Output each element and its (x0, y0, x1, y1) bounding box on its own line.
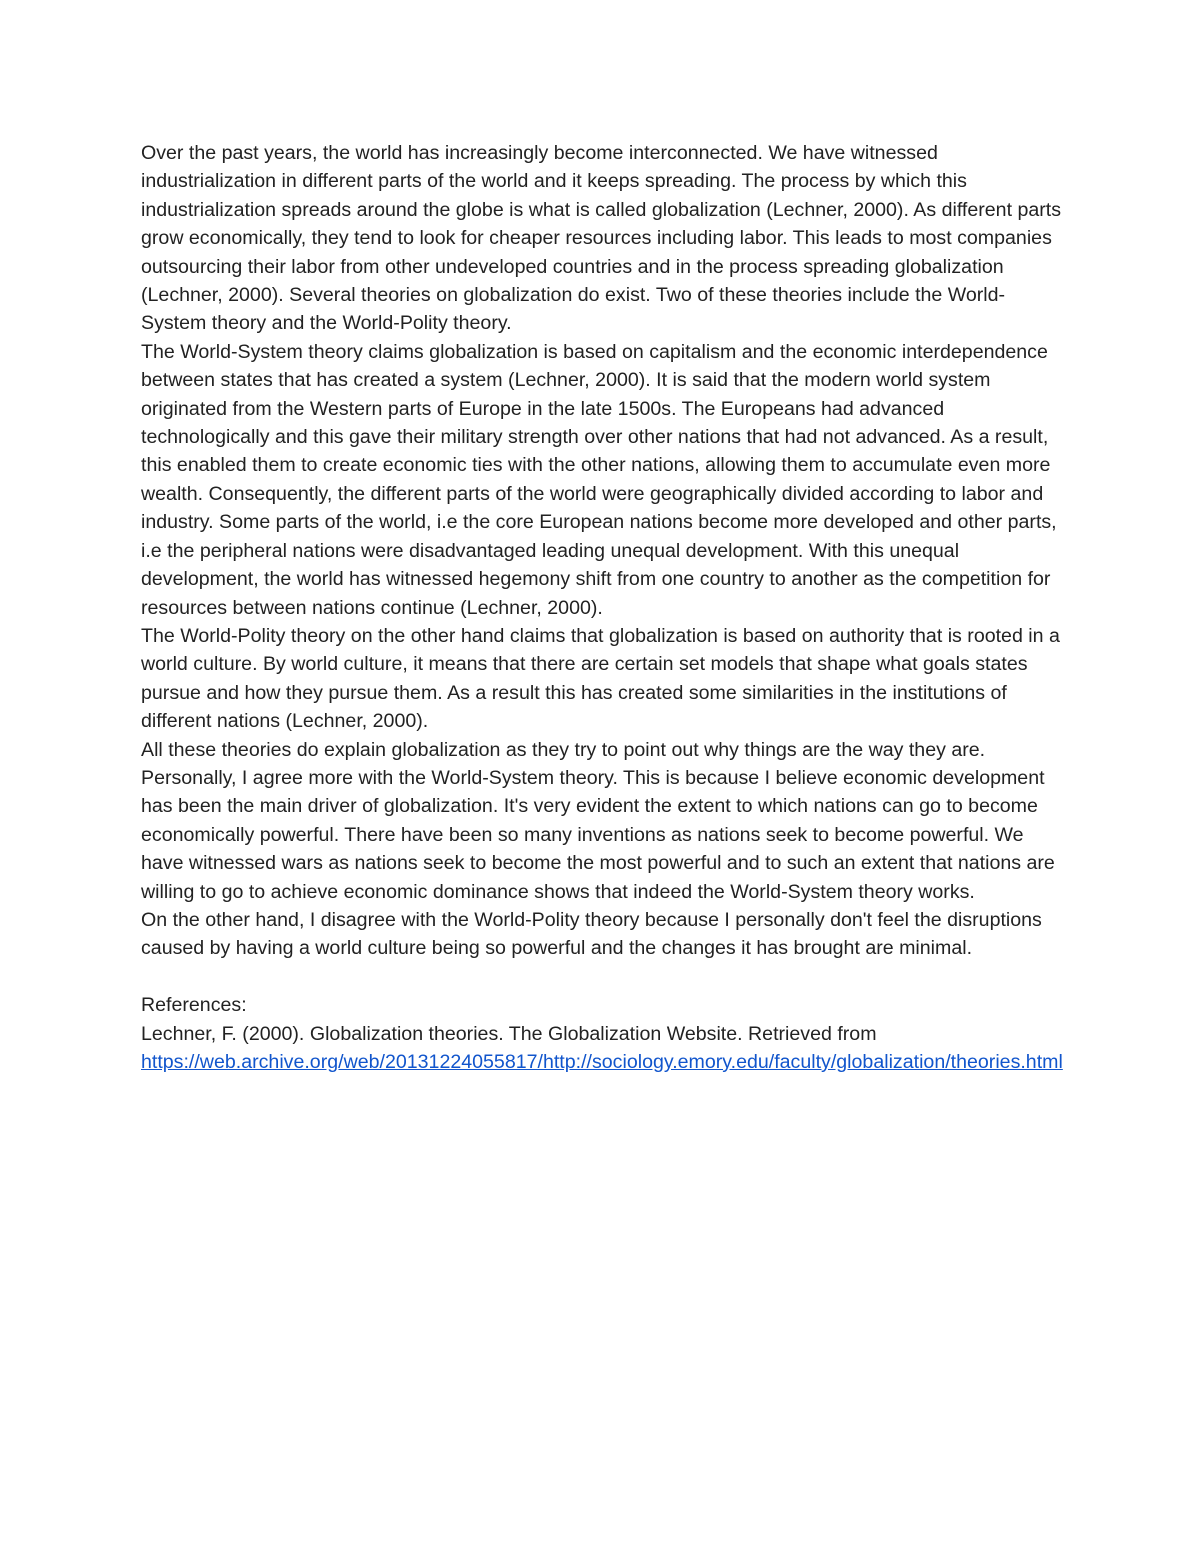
paragraph-intro: Over the past years, the world has increasingly become interconnected. We have witnessed industrialization in different parts of the world and it keeps spreading. The process by which this industrialization spreads around the globe is what is called globalization (Lechner, 2000). As different parts grow economically, they tend to look for cheaper resources including labor. This leads to most companies outsourcing their labor from other undeveloped countries and in the process spreading globalization (Lechner, 2000). Several theories on globalization do exist. Two of these theories include the World-System theory and the World-Polity theory. (141, 142, 1062, 335)
references-section (141, 991, 1066, 1076)
paragraph-world-system: The World-System theory claims globalization is based on capitalism and the economic interdependence between states that has created a system (Lechner, 2000). It is said that the modern world system originated from the Western parts of Europe in the late 1500s. The Europeans had advanced technologically and this gave their military strength over other nations that had not advanced. As a result, this enabled them to create economic ties with the other nations, allowing them to accumulate even more wealth. Consequently, the different parts of the world were geographically divided according to labor and industry. Some parts of the world, i.e the core European nations become more developed and other parts, i.e the peripheral nations were disadvantaged leading unequal development. With this unequal development, the world has witnessed hegemony shift from one country to another as the competition for resources between nations continue (Lechner, 2000). (141, 340, 1057, 619)
paragraph-world-polity: The World-Polity theory on the other hand claims that globalization is based on authority that is rooted in a world culture. By world culture, it means that there are certain set models that shape what goals states pursue and how they pursue them. As a result this has created some similarities in the institutions of different nations (Lechner, 2000). (141, 624, 1060, 733)
document-page (141, 139, 1066, 1076)
paragraph-opinion: All these theories do explain globalization as they try to point out why things are the way they are. Personally, I agree more with the World-System theory. This is because I believe economic development has been the main driver of globalization. It's very evident the extent to which nations can go to become economically powerful. There have been so many inventions as nations seek to become powerful. We have witnessed wars as nations seek to become the most powerful and to such an extent that nations are willing to go to achieve economic dominance shows that indeed the World-System theory works. (141, 738, 1055, 903)
paragraph-disagreement: On the other hand, I disagree with the World-Polity theory because I personally don't feel the disruptions caused by having a world culture being so powerful and the changes it has brought are minimal. (141, 908, 1042, 960)
reference-link-line (141, 1048, 1066, 1076)
reference-url-link[interactable]: https://web.archive.org/web/20131224055817/http://sociology.emory.edu/faculty/globalization/theories.html (141, 1050, 1063, 1073)
reference-citation: Lechner, F. (2000). Globalization theories. The Globalization Website. Retrieved from (141, 1022, 877, 1045)
references-heading: References: (141, 994, 247, 1017)
